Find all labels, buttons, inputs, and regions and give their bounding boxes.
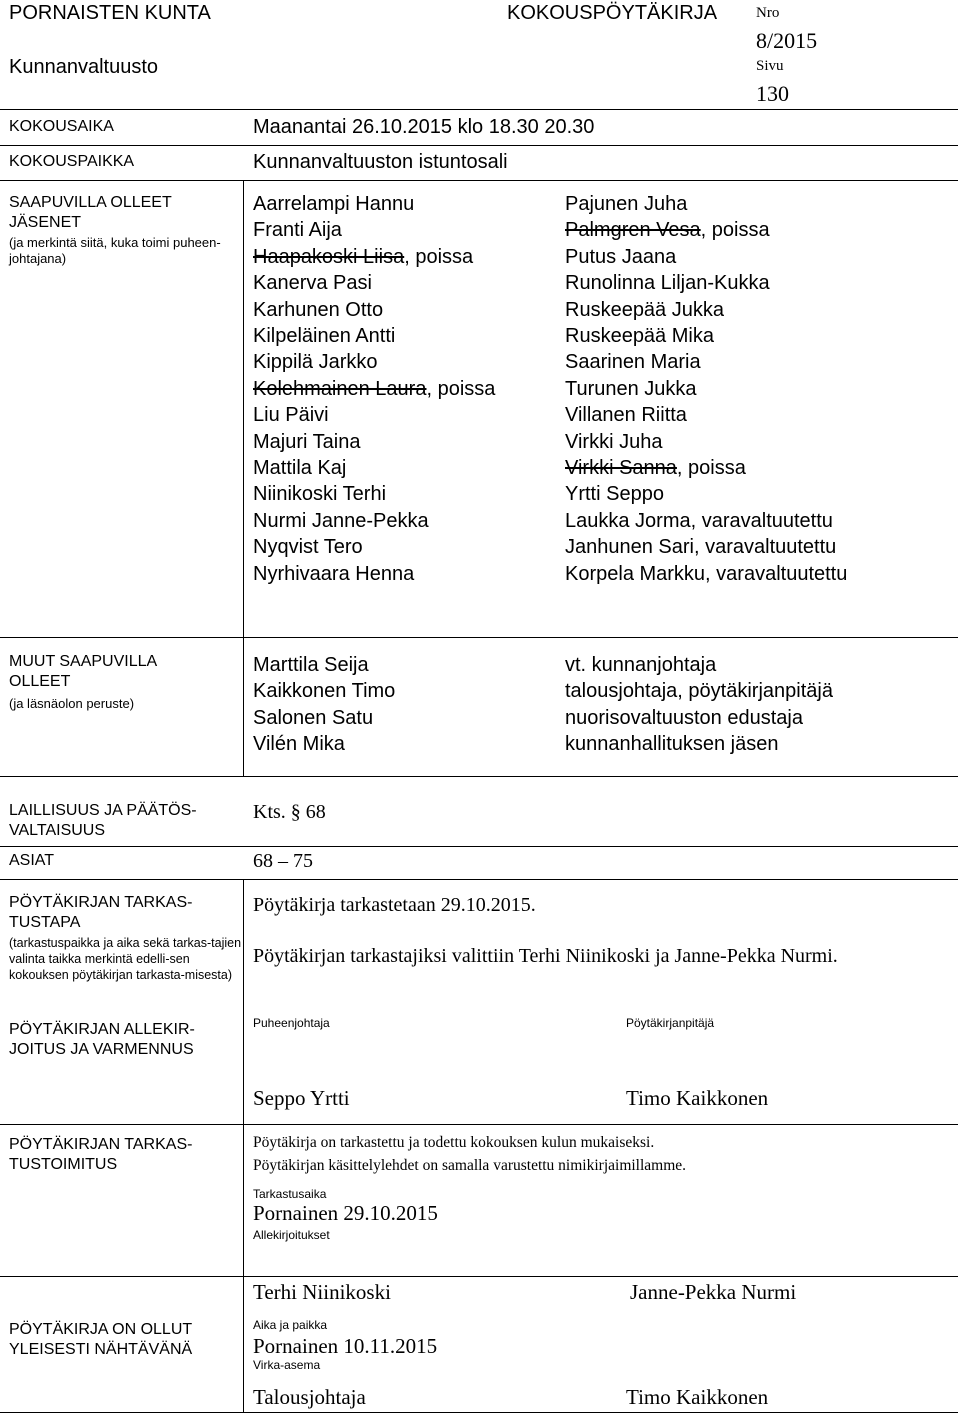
member-name: Villanen Riitta xyxy=(565,404,687,427)
reviewer2-name: Janne-Pekka Nurmi xyxy=(630,1280,797,1304)
list-item xyxy=(253,508,495,534)
list-item xyxy=(253,376,495,402)
others-roles-list xyxy=(565,652,833,758)
list-item xyxy=(565,534,847,560)
review-time-label: Tarkastusaika xyxy=(253,1187,327,1201)
member-name: Karhunen Otto xyxy=(253,298,384,321)
list-item xyxy=(253,652,395,678)
member-name: Janhunen Sari, varavaltuutettu xyxy=(565,536,837,559)
list-item xyxy=(565,481,847,507)
list-item xyxy=(253,561,495,587)
meeting-time-value: Maanantai 26.10.2015 klo 18.30 20.30 xyxy=(253,116,595,138)
member-absence-note: , poissa xyxy=(426,377,496,400)
other-role-name: nuorisovaltuuston edustaja xyxy=(565,706,803,729)
member-name: Haapakoski Liisa xyxy=(253,245,405,268)
divider-review-done xyxy=(243,1124,244,1276)
review-time-value: Pornainen 29.10.2015 xyxy=(253,1201,438,1225)
list-item xyxy=(565,561,847,587)
meeting-place-value: Kunnanvaltuuston istuntosali xyxy=(253,151,508,173)
list-item xyxy=(253,455,495,481)
member-name: Ruskeepää Jukka xyxy=(565,298,724,321)
reviewer1-name: Terhi Niinikoski xyxy=(253,1280,391,1304)
list-item xyxy=(253,270,495,296)
divider-review xyxy=(243,879,244,1124)
review-done-line2: Pöytäkirjan käsittelylehdet on samalla varustettu nimikirjaimillamme. xyxy=(253,1157,687,1174)
member-name: Ruskeepää Mika xyxy=(565,325,714,348)
member-name: Turunen Jukka xyxy=(565,377,697,400)
member-name: Majuri Taina xyxy=(253,430,361,453)
municipality-name: PORNAISTEN KUNTA xyxy=(9,2,211,24)
signing-label: PÖYTÄKIRJAN ALLEKIR-JOITUS JA VARMENNUS xyxy=(9,1021,195,1058)
list-item xyxy=(565,652,833,678)
list-item xyxy=(565,349,847,375)
list-item xyxy=(565,705,833,731)
others-label: MUUT SAAPUVILLA OLLEET xyxy=(9,653,157,690)
other-role-name: talousjohtaja, pöytäkirjanpitäjä xyxy=(565,680,833,703)
list-item xyxy=(253,402,495,428)
member-absence-note: , poissa xyxy=(700,219,770,242)
review-done-line1: Pöytäkirja on tarkastettu ja todettu kokouksen kulun mukaiseksi. xyxy=(253,1134,655,1151)
member-name: Korpela Markku, varavaltuutettu xyxy=(565,562,848,585)
review-done-label: PÖYTÄKIRJAN TARKAS-TUSTOIMITUS xyxy=(9,1136,193,1173)
body-name: Kunnanvaltuusto xyxy=(9,56,159,78)
member-name: Laukka Jorma, varavaltuutettu xyxy=(565,509,833,532)
matters-value: 68 – 75 xyxy=(253,850,313,872)
nro-label: Nro xyxy=(756,5,780,21)
list-item xyxy=(565,270,847,296)
rule-review-done xyxy=(0,1276,958,1277)
member-name: Kippilä Jarkko xyxy=(253,351,378,374)
legality-label: LAILLISUUS JA PÄÄTÖS-VALTAISUUS xyxy=(9,802,197,839)
member-absence-note: , poissa xyxy=(404,245,474,268)
public-position-label: Virka-asema xyxy=(253,1358,321,1372)
list-item xyxy=(253,429,495,455)
member-name: Franti Aija xyxy=(253,219,342,242)
review-sublabel: (tarkastuspaikka ja aika sekä tarkas-tajien valinta taikka merkintä edelli-sen kokouksen pöytäkirjan tarkasta-misesta) xyxy=(9,936,242,982)
list-item xyxy=(253,705,395,731)
rule-signing xyxy=(0,1124,958,1125)
member-absence-note: , poissa xyxy=(676,457,746,480)
divider-members xyxy=(243,180,244,637)
member-name: Palmgren Vesa xyxy=(565,219,701,242)
public-position-value: Talousjohtaja xyxy=(253,1385,366,1409)
list-item xyxy=(565,217,847,243)
member-name: Kanerva Pasi xyxy=(253,272,372,295)
list-item xyxy=(565,508,847,534)
list-item xyxy=(253,323,495,349)
meeting-time-label: KOKOUSAIKA xyxy=(9,118,114,135)
list-item xyxy=(253,678,395,704)
member-name: Kolehmainen Laura xyxy=(253,377,427,400)
public-label: PÖYTÄKIRJA ON OLLUT YLEISESTI NÄHTÄVÄNÄ xyxy=(9,1321,193,1358)
matters-label: ASIAT xyxy=(9,852,55,869)
other-name: Salonen Satu xyxy=(253,706,374,729)
member-name: Kilpeläinen Antti xyxy=(253,325,396,348)
meeting-place-label: KOKOUSPAIKKA xyxy=(9,153,135,170)
signatures-label: Allekirjoitukset xyxy=(253,1228,330,1242)
rule-legality xyxy=(0,846,958,847)
list-item xyxy=(253,534,495,560)
member-name: Nurmi Janne-Pekka xyxy=(253,509,429,532)
other-name: Kaikkonen Timo xyxy=(253,680,396,703)
rule-members xyxy=(0,637,958,638)
list-item xyxy=(565,376,847,402)
rule-bottom xyxy=(0,1412,958,1413)
member-name: Niinikoski Terhi xyxy=(253,483,387,506)
other-role-name: kunnanhallituksen jäsen xyxy=(565,733,779,756)
sivu-value: 130 xyxy=(756,81,789,106)
others-sublabel: (ja läsnäolon peruste) xyxy=(9,696,135,711)
sivu-label: Sivu xyxy=(756,58,784,74)
member-name: Virkki Juha xyxy=(565,430,663,453)
member-name: Nyqvist Tero xyxy=(253,536,363,559)
list-item xyxy=(253,297,495,323)
list-item xyxy=(253,217,495,243)
member-name: Virkki Sanna xyxy=(565,457,677,480)
rule-place xyxy=(0,180,958,181)
review-line2: Pöytäkirjan tarkastajiksi valittiin Terhi Niinikoski ja Janne-Pekka Nurmi. xyxy=(253,945,838,967)
legality-value: Kts. § 68 xyxy=(253,801,326,823)
public-time-place-label: Aika ja paikka xyxy=(253,1318,328,1332)
other-role-name: vt. kunnanjohtaja xyxy=(565,654,717,676)
list-item xyxy=(565,191,847,217)
member-name: Pajunen Juha xyxy=(565,193,688,215)
members-label: SAAPUVILLA OLLEET JÄSENET xyxy=(9,194,172,231)
list-item xyxy=(565,731,833,757)
public-signer: Timo Kaikkonen xyxy=(626,1385,769,1409)
others-names-list xyxy=(253,652,395,758)
members-sublabel: (ja merkintä siitä, kuka toimi puheen-johtajana) xyxy=(9,235,221,266)
member-name: Putus Jaana xyxy=(565,245,677,268)
member-name: Liu Päivi xyxy=(253,404,329,427)
public-time-place-value: Pornainen 10.11.2015 xyxy=(253,1334,438,1358)
list-item xyxy=(253,349,495,375)
doc-type: KOKOUSPÖYTÄKIRJA xyxy=(507,2,718,24)
other-name: Marttila Seija xyxy=(253,654,369,676)
list-item xyxy=(565,402,847,428)
list-item xyxy=(565,323,847,349)
member-name: Mattila Kaj xyxy=(253,457,347,480)
members-right-list xyxy=(565,191,847,587)
secretary-title: Pöytäkirjanpitäjä xyxy=(626,1016,715,1030)
rule-header xyxy=(0,109,958,110)
secretary-name: Timo Kaikkonen xyxy=(626,1086,769,1110)
member-name: Yrtti Seppo xyxy=(565,483,664,506)
list-item xyxy=(253,191,495,217)
review-line1: Pöytäkirja tarkastetaan 29.10.2015. xyxy=(253,894,536,916)
member-name: Saarinen Maria xyxy=(565,351,701,374)
members-left-list xyxy=(253,191,495,587)
member-name: Nyrhivaara Henna xyxy=(253,562,415,585)
list-item xyxy=(253,731,395,757)
list-item xyxy=(253,481,495,507)
rule-matters xyxy=(0,879,958,880)
rule-others xyxy=(0,776,958,777)
list-item xyxy=(565,297,847,323)
divider-others xyxy=(243,637,244,776)
list-item xyxy=(565,429,847,455)
other-name: Vilén Mika xyxy=(253,733,345,756)
rule-time xyxy=(0,145,958,146)
list-item xyxy=(565,455,847,481)
list-item xyxy=(253,244,495,270)
review-label: PÖYTÄKIRJAN TARKAS-TUSTAPA xyxy=(9,894,193,931)
nro-value: 8/2015 xyxy=(756,28,818,53)
member-name: Aarrelampi Hannu xyxy=(253,193,415,215)
chair-title: Puheenjohtaja xyxy=(253,1016,330,1030)
divider-public xyxy=(243,1276,244,1412)
list-item xyxy=(565,244,847,270)
chair-name: Seppo Yrtti xyxy=(253,1086,350,1110)
list-item xyxy=(565,678,833,704)
member-name: Runolinna Liljan-Kukka xyxy=(565,272,770,295)
